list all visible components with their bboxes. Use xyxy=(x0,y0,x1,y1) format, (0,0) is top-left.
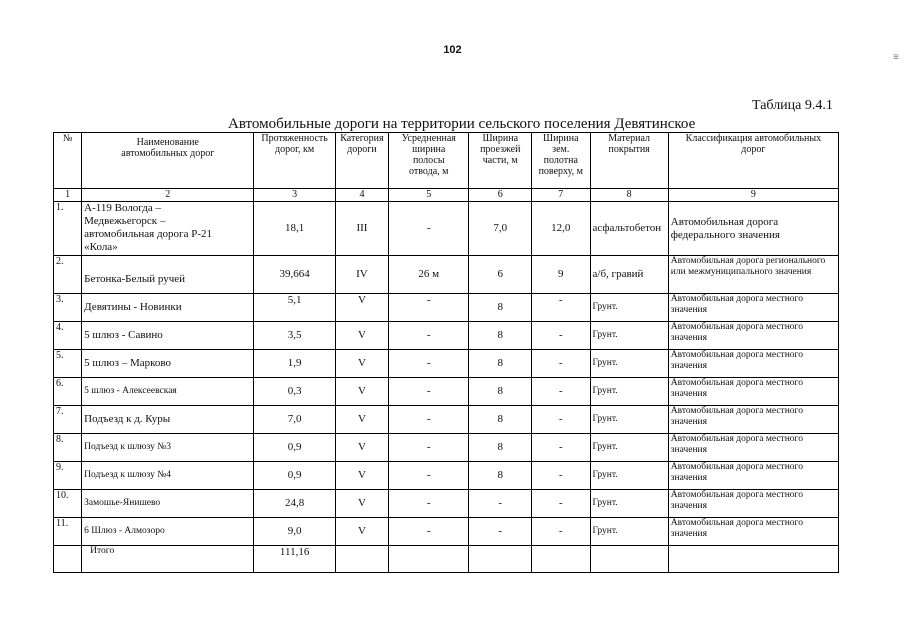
header-row xyxy=(54,133,839,189)
road-length: 5,1 xyxy=(254,294,335,322)
row-no: 11. xyxy=(54,518,82,546)
total-length: 111,16 xyxy=(254,546,335,573)
row-width: - xyxy=(389,434,469,462)
bed-width: - xyxy=(532,490,590,518)
header-bed-width: Ширина зем. полотна поверху, м xyxy=(532,133,590,189)
table-row xyxy=(54,434,839,462)
carriage-width: - xyxy=(469,518,532,546)
road-length: 39,664 xyxy=(254,256,335,294)
header-carriage-width: Ширина проезжей части, м xyxy=(469,133,532,189)
carriage-width: 8 xyxy=(469,294,532,322)
road-length: 1,9 xyxy=(254,350,335,378)
road-classification: Автомобильная дорога местного значения xyxy=(668,434,838,462)
bed-width: - xyxy=(532,462,590,490)
bed-width: 12,0 xyxy=(532,202,590,256)
column-number: 5 xyxy=(389,189,469,202)
road-name: Подъезд к шлюзу №4 xyxy=(82,462,254,490)
row-no: 2. xyxy=(54,256,82,294)
bed-width: 9 xyxy=(532,256,590,294)
table-row xyxy=(54,202,839,256)
table-row xyxy=(54,406,839,434)
road-classification: Автомобильная дорога местного значения xyxy=(668,518,838,546)
column-number: 9 xyxy=(668,189,838,202)
surface-material: Грунт. xyxy=(590,434,668,462)
row-no: 7. xyxy=(54,406,82,434)
header-row-width: Усредненная ширина полосы отвода, м xyxy=(389,133,469,189)
column-number: 6 xyxy=(469,189,532,202)
carriage-width: 7,0 xyxy=(469,202,532,256)
table-title: Автомобильные дороги на территории сельского поселения Девятинское xyxy=(228,116,696,132)
road-name: Подъезд к шлюзу №3 xyxy=(82,434,254,462)
surface-material: Грунт. xyxy=(590,322,668,350)
road-classification: Автомобильная дорога местного значения xyxy=(668,490,838,518)
road-classification: Автомобильная дорога местного значения xyxy=(668,462,838,490)
carriage-width: 8 xyxy=(469,378,532,406)
road-name: 5 шлюз - Савино xyxy=(82,322,254,350)
road-classification: Автомобильная дорога местного значения xyxy=(668,322,838,350)
row-no: 1. xyxy=(54,202,82,256)
header-no: № xyxy=(54,133,82,189)
row-width: - xyxy=(389,406,469,434)
road-category: V xyxy=(335,434,388,462)
road-category: V xyxy=(335,378,388,406)
table-label: Таблица 9.4.1 xyxy=(752,98,833,113)
row-no: 4. xyxy=(54,322,82,350)
road-length: 18,1 xyxy=(254,202,335,256)
road-category: V xyxy=(335,462,388,490)
bed-width: - xyxy=(532,434,590,462)
row-no: 9. xyxy=(54,462,82,490)
carriage-width: 8 xyxy=(469,462,532,490)
row-width: - xyxy=(389,322,469,350)
carriage-width: 6 xyxy=(469,256,532,294)
road-category: V xyxy=(335,322,388,350)
road-classification: Автомобильная дорога местного значения xyxy=(668,406,838,434)
road-name: А-119 Вологда – Медвежьегорск – автомобильная дорога Р-21 «Кола» xyxy=(82,202,254,256)
header-length: Протяженность дорог, км xyxy=(254,133,335,189)
row-width: - xyxy=(389,202,469,256)
road-name: Бетонка-Белый ручей xyxy=(82,256,254,294)
road-length: 0,3 xyxy=(254,378,335,406)
road-classification: Автомобильная дорога местного значения xyxy=(668,378,838,406)
road-name: Замошье-Янишево xyxy=(82,490,254,518)
column-number: 7 xyxy=(532,189,590,202)
road-name: 5 шлюз - Алексеевская xyxy=(82,378,254,406)
total-label: Итого xyxy=(82,546,254,573)
road-classification: Автомобильная дорога федерального значения xyxy=(668,202,838,256)
road-name: 5 шлюз – Марково xyxy=(82,350,254,378)
row-width: - xyxy=(389,462,469,490)
row-width: - xyxy=(389,378,469,406)
road-name: Подъезд к д. Куры xyxy=(82,406,254,434)
road-name: Девятины - Новинки xyxy=(82,294,254,322)
carriage-width: 8 xyxy=(469,322,532,350)
surface-material: Грунт. xyxy=(590,462,668,490)
column-numbers-row xyxy=(54,189,839,202)
row-width: 26 м xyxy=(389,256,469,294)
header-material: Материал покрытия xyxy=(590,133,668,189)
table-row xyxy=(54,256,839,294)
table-row xyxy=(54,490,839,518)
row-no: 8. xyxy=(54,434,82,462)
row-width: - xyxy=(389,350,469,378)
bed-width: - xyxy=(532,406,590,434)
header-category: Категория дороги xyxy=(335,133,388,189)
road-length: 0,9 xyxy=(254,462,335,490)
road-category: V xyxy=(335,350,388,378)
column-number: 8 xyxy=(590,189,668,202)
column-number: 2 xyxy=(82,189,254,202)
roads-table xyxy=(53,132,839,573)
row-no: 5. xyxy=(54,350,82,378)
surface-material: Грунт. xyxy=(590,350,668,378)
header-name: Наименование автомобильных дорог xyxy=(82,133,254,189)
row-width: - xyxy=(389,294,469,322)
row-width: - xyxy=(389,518,469,546)
table-row xyxy=(54,462,839,490)
surface-material: Грунт. xyxy=(590,294,668,322)
row-width: - xyxy=(389,490,469,518)
table-row xyxy=(54,378,839,406)
road-length: 24,8 xyxy=(254,490,335,518)
header-classification: Классификация автомобильных дорог xyxy=(668,133,838,189)
surface-material: асфальтобетон xyxy=(590,202,668,256)
bed-width: - xyxy=(532,350,590,378)
column-number: 4 xyxy=(335,189,388,202)
bed-width: - xyxy=(532,294,590,322)
road-name: 6 Шлюз - Алмозоро xyxy=(82,518,254,546)
surface-material: Грунт. xyxy=(590,406,668,434)
road-category: III xyxy=(335,202,388,256)
road-length: 3,5 xyxy=(254,322,335,350)
row-no: 10. xyxy=(54,490,82,518)
carriage-width: - xyxy=(469,490,532,518)
table-row xyxy=(54,518,839,546)
surface-material: а/б, гравий xyxy=(590,256,668,294)
road-classification: Автомобильная дорога местного значения xyxy=(668,294,838,322)
table-row xyxy=(54,350,839,378)
road-category: V xyxy=(335,518,388,546)
surface-material: Грунт. xyxy=(590,378,668,406)
surface-material: Грунт. xyxy=(590,518,668,546)
road-length: 7,0 xyxy=(254,406,335,434)
road-category: V xyxy=(335,490,388,518)
carriage-width: 8 xyxy=(469,434,532,462)
road-category: V xyxy=(335,294,388,322)
road-category: IV xyxy=(335,256,388,294)
road-classification: Автомобильная дорога местного значения xyxy=(668,350,838,378)
table-row xyxy=(54,322,839,350)
bed-width: - xyxy=(532,518,590,546)
bed-width: - xyxy=(532,378,590,406)
row-no: 3. xyxy=(54,294,82,322)
page-number: 102 xyxy=(443,44,462,56)
road-classification: Автомобильная дорога регионального или межмуниципального значения xyxy=(668,256,838,294)
edge-mark: ≡ xyxy=(893,52,899,63)
bed-width: - xyxy=(532,322,590,350)
column-number: 1 xyxy=(54,189,82,202)
table-row xyxy=(54,294,839,322)
total-row xyxy=(54,546,839,573)
row-no: 6. xyxy=(54,378,82,406)
road-length: 0,9 xyxy=(254,434,335,462)
road-category: V xyxy=(335,406,388,434)
carriage-width: 8 xyxy=(469,350,532,378)
column-number: 3 xyxy=(254,189,335,202)
surface-material: Грунт. xyxy=(590,490,668,518)
carriage-width: 8 xyxy=(469,406,532,434)
road-length: 9,0 xyxy=(254,518,335,546)
